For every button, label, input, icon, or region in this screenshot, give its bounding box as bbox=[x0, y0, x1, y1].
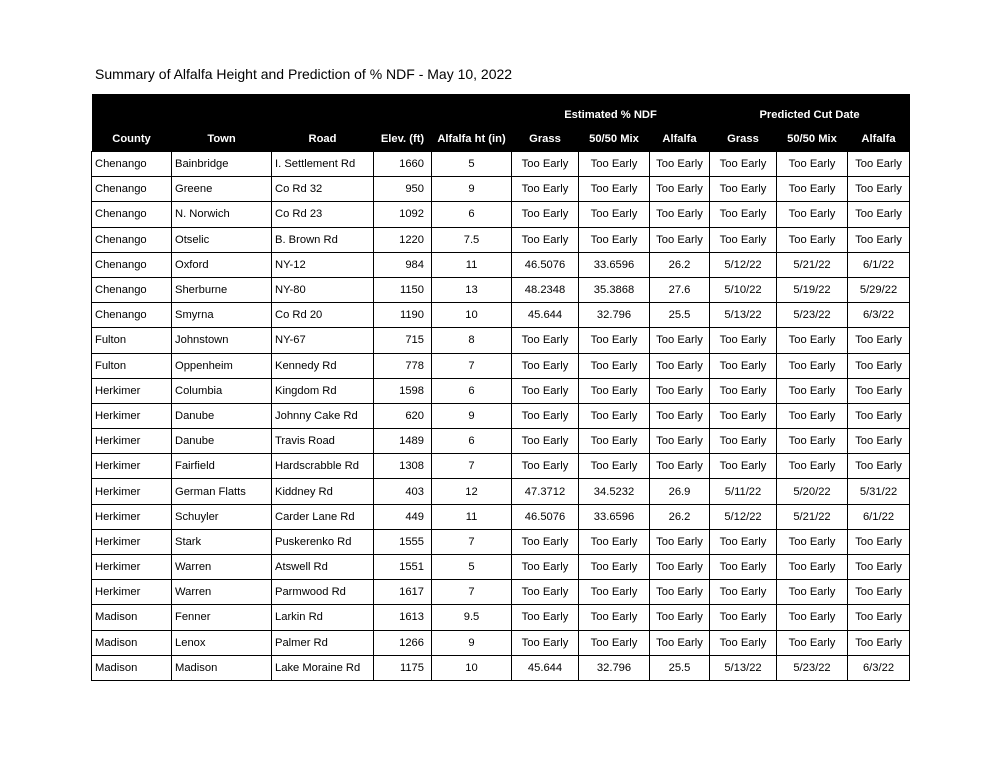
cell-county: Chenango bbox=[92, 303, 172, 328]
column-header-elevation: Elev. (ft) bbox=[374, 126, 432, 152]
cell-elevation: 1175 bbox=[374, 655, 432, 680]
cell-est-alfalfa: Too Early bbox=[650, 227, 710, 252]
table-row bbox=[92, 252, 910, 277]
cell-alfalfa-height: 7.5 bbox=[432, 227, 512, 252]
cell-elevation: 1598 bbox=[374, 378, 432, 403]
cell-cut-mix: Too Early bbox=[777, 227, 848, 252]
cell-elevation: 984 bbox=[374, 252, 432, 277]
cell-cut-grass: Too Early bbox=[710, 630, 777, 655]
cell-alfalfa-height: 6 bbox=[432, 429, 512, 454]
cell-est-alfalfa: 26.9 bbox=[650, 479, 710, 504]
cell-est-alfalfa: 25.5 bbox=[650, 303, 710, 328]
cell-est-grass: Too Early bbox=[512, 529, 579, 554]
cell-cut-alfalfa: Too Early bbox=[848, 429, 910, 454]
cell-cut-mix: Too Early bbox=[777, 152, 848, 177]
column-header-road: Road bbox=[272, 126, 374, 152]
group-header-row bbox=[92, 94, 910, 126]
cell-cut-grass: Too Early bbox=[710, 378, 777, 403]
cell-est-alfalfa: Too Early bbox=[650, 454, 710, 479]
cell-elevation: 1489 bbox=[374, 429, 432, 454]
cell-elevation: 1220 bbox=[374, 227, 432, 252]
cell-est-mix: Too Early bbox=[579, 202, 650, 227]
cell-est-alfalfa: Too Early bbox=[650, 328, 710, 353]
cell-elevation: 1613 bbox=[374, 605, 432, 630]
cell-est-grass: Too Early bbox=[512, 429, 579, 454]
cell-town: N. Norwich bbox=[172, 202, 272, 227]
column-header-row bbox=[92, 126, 910, 152]
cell-est-grass: 47.3712 bbox=[512, 479, 579, 504]
cell-cut-grass: Too Early bbox=[710, 555, 777, 580]
cell-est-alfalfa: 26.2 bbox=[650, 504, 710, 529]
cell-elevation: 1150 bbox=[374, 277, 432, 302]
cell-county: Herkimer bbox=[92, 378, 172, 403]
cell-cut-grass: Too Early bbox=[710, 353, 777, 378]
cell-road: NY-12 bbox=[272, 252, 374, 277]
cell-cut-alfalfa: 5/31/22 bbox=[848, 479, 910, 504]
cell-est-alfalfa: 26.2 bbox=[650, 252, 710, 277]
cell-est-mix: 32.796 bbox=[579, 655, 650, 680]
cell-town: German Flatts bbox=[172, 479, 272, 504]
cell-town: Fenner bbox=[172, 605, 272, 630]
cell-est-mix: Too Early bbox=[579, 403, 650, 428]
table-row bbox=[92, 378, 910, 403]
cell-county: Madison bbox=[92, 655, 172, 680]
cell-est-grass: Too Early bbox=[512, 152, 579, 177]
cell-county: Chenango bbox=[92, 152, 172, 177]
cell-road: Co Rd 23 bbox=[272, 202, 374, 227]
cell-est-grass: Too Early bbox=[512, 177, 579, 202]
cell-road: Puskerenko Rd bbox=[272, 529, 374, 554]
cell-county: Herkimer bbox=[92, 504, 172, 529]
table-row bbox=[92, 177, 910, 202]
cell-elevation: 449 bbox=[374, 504, 432, 529]
cell-road: B. Brown Rd bbox=[272, 227, 374, 252]
table-row bbox=[92, 353, 910, 378]
column-header-town: Town bbox=[172, 126, 272, 152]
cell-elevation: 1308 bbox=[374, 454, 432, 479]
column-header-cut-alfalfa: Alfalfa bbox=[848, 126, 910, 152]
table-row bbox=[92, 454, 910, 479]
cell-est-mix: 32.796 bbox=[579, 303, 650, 328]
cell-road: Johnny Cake Rd bbox=[272, 403, 374, 428]
cell-cut-alfalfa: Too Early bbox=[848, 152, 910, 177]
cell-elevation: 1266 bbox=[374, 630, 432, 655]
column-header-county: County bbox=[92, 126, 172, 152]
cell-cut-mix: Too Early bbox=[777, 529, 848, 554]
cell-cut-grass: Too Early bbox=[710, 403, 777, 428]
cell-alfalfa-height: 7 bbox=[432, 353, 512, 378]
cell-town: Warren bbox=[172, 580, 272, 605]
cell-cut-grass: 5/13/22 bbox=[710, 655, 777, 680]
cell-cut-mix: 5/20/22 bbox=[777, 479, 848, 504]
cell-est-mix: Too Early bbox=[579, 177, 650, 202]
cell-county: Herkimer bbox=[92, 454, 172, 479]
cell-county: Herkimer bbox=[92, 580, 172, 605]
cell-est-mix: Too Early bbox=[579, 605, 650, 630]
cell-est-grass: Too Early bbox=[512, 328, 579, 353]
cell-alfalfa-height: 9.5 bbox=[432, 605, 512, 630]
cell-cut-mix: Too Early bbox=[777, 353, 848, 378]
cell-cut-mix: 5/23/22 bbox=[777, 655, 848, 680]
table-row bbox=[92, 630, 910, 655]
cell-alfalfa-height: 9 bbox=[432, 177, 512, 202]
table-row bbox=[92, 529, 910, 554]
cell-est-alfalfa: Too Early bbox=[650, 177, 710, 202]
cell-cut-grass: Too Early bbox=[710, 152, 777, 177]
cell-county: Madison bbox=[92, 605, 172, 630]
cell-cut-mix: Too Early bbox=[777, 202, 848, 227]
cell-est-mix: 35.3868 bbox=[579, 277, 650, 302]
cell-road: Hardscrabble Rd bbox=[272, 454, 374, 479]
cell-cut-alfalfa: Too Early bbox=[848, 454, 910, 479]
cell-cut-grass: Too Early bbox=[710, 454, 777, 479]
cell-county: Herkimer bbox=[92, 529, 172, 554]
cell-cut-mix: Too Early bbox=[777, 454, 848, 479]
cell-town: Smyrna bbox=[172, 303, 272, 328]
cell-est-mix: Too Early bbox=[579, 227, 650, 252]
cell-est-grass: Too Early bbox=[512, 403, 579, 428]
table-row bbox=[92, 504, 910, 529]
cell-cut-grass: Too Early bbox=[710, 529, 777, 554]
cell-town: Otselic bbox=[172, 227, 272, 252]
cell-alfalfa-height: 7 bbox=[432, 529, 512, 554]
cell-alfalfa-height: 9 bbox=[432, 630, 512, 655]
cell-est-mix: Too Early bbox=[579, 429, 650, 454]
cell-cut-grass: 5/10/22 bbox=[710, 277, 777, 302]
cell-est-alfalfa: 27.6 bbox=[650, 277, 710, 302]
cell-est-alfalfa: Too Early bbox=[650, 580, 710, 605]
cell-est-grass: Too Early bbox=[512, 378, 579, 403]
cell-cut-alfalfa: Too Early bbox=[848, 227, 910, 252]
cell-cut-grass: 5/11/22 bbox=[710, 479, 777, 504]
cell-road: Carder Lane Rd bbox=[272, 504, 374, 529]
cell-alfalfa-height: 12 bbox=[432, 479, 512, 504]
cell-cut-alfalfa: 6/1/22 bbox=[848, 252, 910, 277]
cell-est-grass: 48.2348 bbox=[512, 277, 579, 302]
cell-est-mix: Too Early bbox=[579, 152, 650, 177]
cell-est-mix: 33.6596 bbox=[579, 252, 650, 277]
cell-road: Parmwood Rd bbox=[272, 580, 374, 605]
cell-cut-alfalfa: Too Early bbox=[848, 378, 910, 403]
cell-alfalfa-height: 8 bbox=[432, 328, 512, 353]
cell-elevation: 1190 bbox=[374, 303, 432, 328]
cell-county: Chenango bbox=[92, 277, 172, 302]
cell-cut-mix: 5/21/22 bbox=[777, 504, 848, 529]
column-header-cut-mix: 50/50 Mix bbox=[777, 126, 848, 152]
cell-cut-grass: 5/12/22 bbox=[710, 252, 777, 277]
cell-est-alfalfa: Too Early bbox=[650, 353, 710, 378]
cell-cut-mix: Too Early bbox=[777, 555, 848, 580]
cell-cut-alfalfa: Too Early bbox=[848, 605, 910, 630]
cell-town: Warren bbox=[172, 555, 272, 580]
cell-town: Bainbridge bbox=[172, 152, 272, 177]
cell-cut-alfalfa: 5/29/22 bbox=[848, 277, 910, 302]
cell-est-alfalfa: Too Early bbox=[650, 605, 710, 630]
cell-elevation: 950 bbox=[374, 177, 432, 202]
cell-cut-mix: Too Early bbox=[777, 429, 848, 454]
cell-est-grass: Too Early bbox=[512, 227, 579, 252]
cell-road: Kiddney Rd bbox=[272, 479, 374, 504]
cell-county: Fulton bbox=[92, 328, 172, 353]
cell-est-alfalfa: Too Early bbox=[650, 152, 710, 177]
cell-cut-mix: Too Early bbox=[777, 378, 848, 403]
cell-est-mix: Too Early bbox=[579, 378, 650, 403]
table-row bbox=[92, 555, 910, 580]
cell-county: Herkimer bbox=[92, 479, 172, 504]
cell-road: Co Rd 32 bbox=[272, 177, 374, 202]
cell-town: Greene bbox=[172, 177, 272, 202]
cell-county: Herkimer bbox=[92, 403, 172, 428]
cell-cut-alfalfa: Too Early bbox=[848, 202, 910, 227]
cell-cut-alfalfa: 6/3/22 bbox=[848, 303, 910, 328]
cell-county: Chenango bbox=[92, 202, 172, 227]
cell-road: I. Settlement Rd bbox=[272, 152, 374, 177]
cell-town: Danube bbox=[172, 429, 272, 454]
cell-cut-grass: Too Early bbox=[710, 328, 777, 353]
cell-alfalfa-height: 9 bbox=[432, 403, 512, 428]
cell-road: Co Rd 20 bbox=[272, 303, 374, 328]
cell-elevation: 403 bbox=[374, 479, 432, 504]
cell-est-alfalfa: Too Early bbox=[650, 202, 710, 227]
cell-cut-grass: Too Early bbox=[710, 429, 777, 454]
cell-cut-grass: 5/12/22 bbox=[710, 504, 777, 529]
cell-alfalfa-height: 6 bbox=[432, 202, 512, 227]
cell-road: Larkin Rd bbox=[272, 605, 374, 630]
cell-county: Chenango bbox=[92, 177, 172, 202]
cell-cut-mix: Too Early bbox=[777, 630, 848, 655]
cell-cut-alfalfa: Too Early bbox=[848, 529, 910, 554]
cell-town: Stark bbox=[172, 529, 272, 554]
cell-alfalfa-height: 5 bbox=[432, 555, 512, 580]
cell-alfalfa-height: 11 bbox=[432, 504, 512, 529]
cell-alfalfa-height: 10 bbox=[432, 655, 512, 680]
cell-cut-alfalfa: 6/3/22 bbox=[848, 655, 910, 680]
cell-elevation: 1092 bbox=[374, 202, 432, 227]
cell-elevation: 778 bbox=[374, 353, 432, 378]
cell-town: Fairfield bbox=[172, 454, 272, 479]
cell-est-grass: 46.5076 bbox=[512, 504, 579, 529]
column-header-est-grass: Grass bbox=[512, 126, 579, 152]
column-header-est-alfalfa: Alfalfa bbox=[650, 126, 710, 152]
cell-road: Atswell Rd bbox=[272, 555, 374, 580]
cell-alfalfa-height: 7 bbox=[432, 454, 512, 479]
cell-est-mix: Too Early bbox=[579, 630, 650, 655]
cell-county: Madison bbox=[92, 630, 172, 655]
group-header-predicted-cut-date: Predicted Cut Date bbox=[710, 94, 910, 126]
cell-cut-mix: 5/21/22 bbox=[777, 252, 848, 277]
cell-town: Sherburne bbox=[172, 277, 272, 302]
cell-alfalfa-height: 13 bbox=[432, 277, 512, 302]
cell-alfalfa-height: 11 bbox=[432, 252, 512, 277]
cell-elevation: 1617 bbox=[374, 580, 432, 605]
cell-est-alfalfa: Too Early bbox=[650, 429, 710, 454]
cell-elevation: 1551 bbox=[374, 555, 432, 580]
cell-est-mix: Too Early bbox=[579, 580, 650, 605]
table-row bbox=[92, 303, 910, 328]
cell-est-grass: 46.5076 bbox=[512, 252, 579, 277]
cell-town: Oxford bbox=[172, 252, 272, 277]
table-row bbox=[92, 429, 910, 454]
cell-est-alfalfa: Too Early bbox=[650, 378, 710, 403]
table-row bbox=[92, 403, 910, 428]
cell-county: Chenango bbox=[92, 252, 172, 277]
cell-est-grass: 45.644 bbox=[512, 303, 579, 328]
table-row bbox=[92, 152, 910, 177]
table-row bbox=[92, 227, 910, 252]
cell-county: Herkimer bbox=[92, 429, 172, 454]
cell-town: Danube bbox=[172, 403, 272, 428]
cell-elevation: 1660 bbox=[374, 152, 432, 177]
cell-cut-grass: Too Early bbox=[710, 227, 777, 252]
cell-est-mix: Too Early bbox=[579, 328, 650, 353]
column-header-alfalfa-height: Alfalfa ht (in) bbox=[432, 126, 512, 152]
cell-elevation: 620 bbox=[374, 403, 432, 428]
cell-road: Lake Moraine Rd bbox=[272, 655, 374, 680]
document-title: Summary of Alfalfa Height and Prediction of % NDF - May 10, 2022 bbox=[95, 66, 513, 82]
cell-road: Kingdom Rd bbox=[272, 378, 374, 403]
cell-cut-grass: Too Early bbox=[710, 177, 777, 202]
cell-cut-mix: Too Early bbox=[777, 580, 848, 605]
cell-road: NY-67 bbox=[272, 328, 374, 353]
cell-cut-mix: Too Early bbox=[777, 605, 848, 630]
cell-road: Travis Road bbox=[272, 429, 374, 454]
table-row bbox=[92, 655, 910, 680]
cell-est-mix: Too Early bbox=[579, 454, 650, 479]
cell-est-mix: Too Early bbox=[579, 353, 650, 378]
cell-est-grass: Too Early bbox=[512, 630, 579, 655]
column-header-est-mix: 50/50 Mix bbox=[579, 126, 650, 152]
cell-est-alfalfa: Too Early bbox=[650, 529, 710, 554]
cell-elevation: 1555 bbox=[374, 529, 432, 554]
cell-est-grass: Too Early bbox=[512, 202, 579, 227]
table-row bbox=[92, 202, 910, 227]
cell-cut-alfalfa: Too Early bbox=[848, 555, 910, 580]
cell-cut-mix: Too Early bbox=[777, 177, 848, 202]
cell-est-mix: 33.6596 bbox=[579, 504, 650, 529]
cell-cut-alfalfa: Too Early bbox=[848, 177, 910, 202]
cell-cut-mix: Too Early bbox=[777, 403, 848, 428]
cell-town: Madison bbox=[172, 655, 272, 680]
cell-cut-grass: 5/13/22 bbox=[710, 303, 777, 328]
table-row bbox=[92, 479, 910, 504]
cell-county: Herkimer bbox=[92, 555, 172, 580]
cell-est-alfalfa: Too Early bbox=[650, 630, 710, 655]
cell-road: Kennedy Rd bbox=[272, 353, 374, 378]
table-header bbox=[92, 94, 910, 152]
cell-est-mix: 34.5232 bbox=[579, 479, 650, 504]
table-row bbox=[92, 328, 910, 353]
cell-town: Lenox bbox=[172, 630, 272, 655]
cell-cut-grass: Too Early bbox=[710, 580, 777, 605]
table-row bbox=[92, 605, 910, 630]
cell-county: Chenango bbox=[92, 227, 172, 252]
cell-est-grass: Too Early bbox=[512, 454, 579, 479]
cell-est-mix: Too Early bbox=[579, 555, 650, 580]
cell-alfalfa-height: 6 bbox=[432, 378, 512, 403]
cell-alfalfa-height: 10 bbox=[432, 303, 512, 328]
cell-cut-alfalfa: Too Early bbox=[848, 353, 910, 378]
group-header-estimated-ndf: Estimated % NDF bbox=[512, 94, 710, 126]
cell-est-grass: 45.644 bbox=[512, 655, 579, 680]
alfalfa-summary-table bbox=[91, 94, 910, 681]
cell-est-grass: Too Early bbox=[512, 353, 579, 378]
cell-cut-alfalfa: Too Early bbox=[848, 328, 910, 353]
cell-cut-grass: Too Early bbox=[710, 605, 777, 630]
cell-county: Fulton bbox=[92, 353, 172, 378]
column-header-cut-grass: Grass bbox=[710, 126, 777, 152]
cell-town: Oppenheim bbox=[172, 353, 272, 378]
cell-cut-alfalfa: Too Early bbox=[848, 403, 910, 428]
cell-est-grass: Too Early bbox=[512, 580, 579, 605]
cell-cut-grass: Too Early bbox=[710, 202, 777, 227]
cell-cut-mix: 5/19/22 bbox=[777, 277, 848, 302]
cell-road: NY-80 bbox=[272, 277, 374, 302]
cell-cut-alfalfa: Too Early bbox=[848, 580, 910, 605]
cell-est-alfalfa: 25.5 bbox=[650, 655, 710, 680]
cell-alfalfa-height: 5 bbox=[432, 152, 512, 177]
cell-est-alfalfa: Too Early bbox=[650, 403, 710, 428]
cell-est-alfalfa: Too Early bbox=[650, 555, 710, 580]
cell-cut-mix: Too Early bbox=[777, 328, 848, 353]
table-body bbox=[92, 152, 910, 681]
cell-est-grass: Too Early bbox=[512, 605, 579, 630]
cell-elevation: 715 bbox=[374, 328, 432, 353]
cell-town: Schuyler bbox=[172, 504, 272, 529]
cell-road: Palmer Rd bbox=[272, 630, 374, 655]
table-row bbox=[92, 580, 910, 605]
cell-est-mix: Too Early bbox=[579, 529, 650, 554]
cell-est-grass: Too Early bbox=[512, 555, 579, 580]
cell-town: Johnstown bbox=[172, 328, 272, 353]
cell-cut-alfalfa: 6/1/22 bbox=[848, 504, 910, 529]
cell-alfalfa-height: 7 bbox=[432, 580, 512, 605]
cell-cut-alfalfa: Too Early bbox=[848, 630, 910, 655]
table-row bbox=[92, 277, 910, 302]
group-header-spacer bbox=[92, 94, 512, 126]
cell-town: Columbia bbox=[172, 378, 272, 403]
cell-cut-mix: 5/23/22 bbox=[777, 303, 848, 328]
